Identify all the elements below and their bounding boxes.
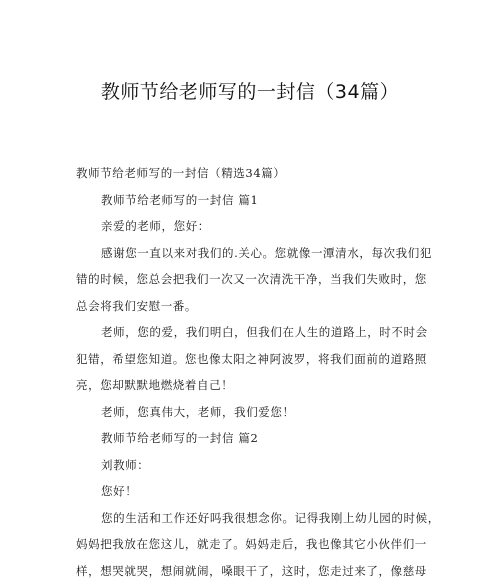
text-line: 您的生活和工作还好吗我很想念你。记得我刚上幼儿园的时候， [76, 505, 436, 532]
text-line: 妈妈把我放在您这儿，就走了。妈妈走后，我也像其它小伙伴们一 [76, 531, 436, 558]
text-line: 您好！ [76, 478, 436, 505]
text-line: 亮，您却默默地燃烧着自己！ [76, 372, 436, 399]
text-line: 教师节给老师写的一封信（精选34篇） [76, 160, 436, 187]
text-line: 总会将我们安慰一番。 [76, 293, 436, 320]
text-line: 错的时候，您总会把我们一次又一次清洗干净，当我们失败时，您 [76, 266, 436, 293]
document-title: 教师节给老师写的一封信（34篇） [0, 77, 500, 104]
text-line: 样，想哭就哭，想闹就闹，嗓眼干了，这时，您走过来了，像慈母 [76, 558, 436, 584]
document-body [76, 160, 436, 584]
text-line: 老师，您真伟大，老师，我们爱您！ [76, 399, 436, 426]
text-line: 教师节给老师写的一封信 篇1 [76, 187, 436, 214]
text-line: 犯错，希望您知道。您也像太阳之神阿波罗，将我们面前的道路照 [76, 346, 436, 373]
text-line: 感谢您一直以来对我们的.关心。您就像一潭清水，每次我们犯 [76, 240, 436, 267]
text-line: 教师节给老师写的一封信 篇2 [76, 425, 436, 452]
text-line: 亲爱的老师，您好： [76, 213, 436, 240]
text-line: 老师，您的爱，我们明白，但我们在人生的道路上，时不时会 [76, 319, 436, 346]
text-line: 刘教师： [76, 452, 436, 479]
